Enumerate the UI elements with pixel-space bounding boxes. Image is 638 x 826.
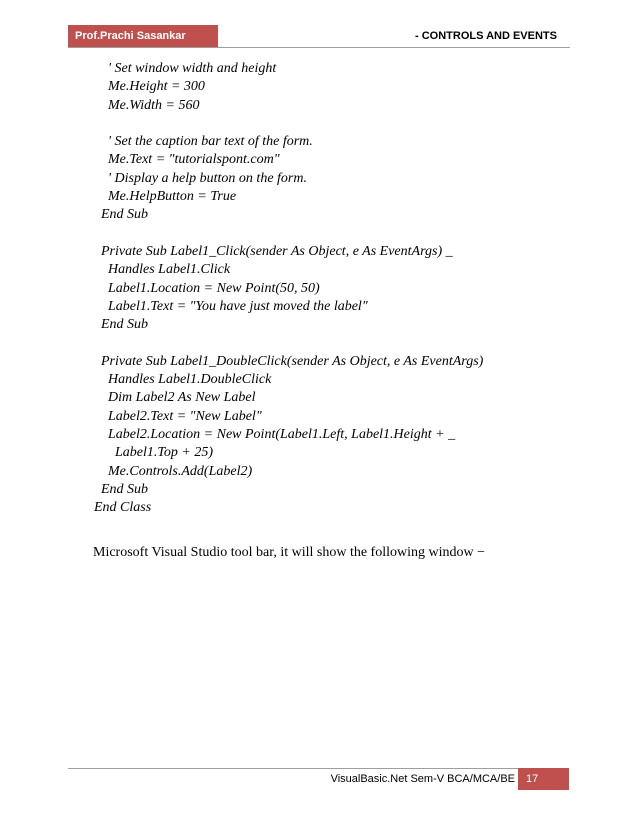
code-line: Private Sub Label1_DoubleClick(sender As Object, e As EventArgs) <box>94 353 484 369</box>
code-line: Handles Label1.DoubleClick <box>94 372 272 388</box>
code-line: End Sub <box>94 317 149 333</box>
header-divider <box>68 47 570 48</box>
code-line: Label1.Text = "You have just moved the label" <box>94 298 368 314</box>
code-line: End Sub <box>94 207 149 223</box>
code-line: Label1.Top + 25) <box>94 445 213 461</box>
code-line: ' Set the caption bar text of the form. <box>94 134 313 150</box>
code-line: Me.Width = 560 <box>94 97 200 113</box>
code-line: ' Display a help button on the form. <box>94 170 307 186</box>
code-line: End Class <box>94 500 152 516</box>
code-line: Me.Height = 300 <box>94 79 205 95</box>
code-line: Label1.Location = New Point(50, 50) <box>94 280 320 296</box>
code-line <box>94 115 574 133</box>
code-line: Me.Controls.Add(Label2) <box>94 463 253 479</box>
code-line: Label2.Location = New Point(Label1.Left, Label1.Height + _ <box>94 426 456 442</box>
body-paragraph: Microsoft Visual Studio tool bar, it will show the following window − <box>93 545 485 560</box>
code-line: Me.HelpButton = True <box>94 189 237 205</box>
code-line: Label2.Text = "New Label" <box>94 408 262 424</box>
header-author-badge: Prof.Prachi Sasankar <box>68 25 218 47</box>
code-line: Dim Label2 As New Label <box>94 390 256 406</box>
code-listing <box>94 60 574 517</box>
header-title: - CONTROLS AND EVENTS <box>415 30 557 42</box>
code-line: Handles Label1.Click <box>94 262 231 278</box>
code-line: Me.Text = "tutorialspont.com" <box>94 152 280 168</box>
code-line: End Sub <box>94 481 149 497</box>
code-line: ' Set window width and height <box>94 61 277 76</box>
footer-page-number: 17 <box>518 768 569 790</box>
code-line <box>94 334 574 352</box>
footer-course-label: VisualBasic.Net Sem-V BCA/MCA/BE <box>330 773 515 785</box>
code-line: Private Sub Label1_Click(sender As Object, e As EventArgs) _ <box>94 243 453 259</box>
code-line <box>94 225 574 243</box>
